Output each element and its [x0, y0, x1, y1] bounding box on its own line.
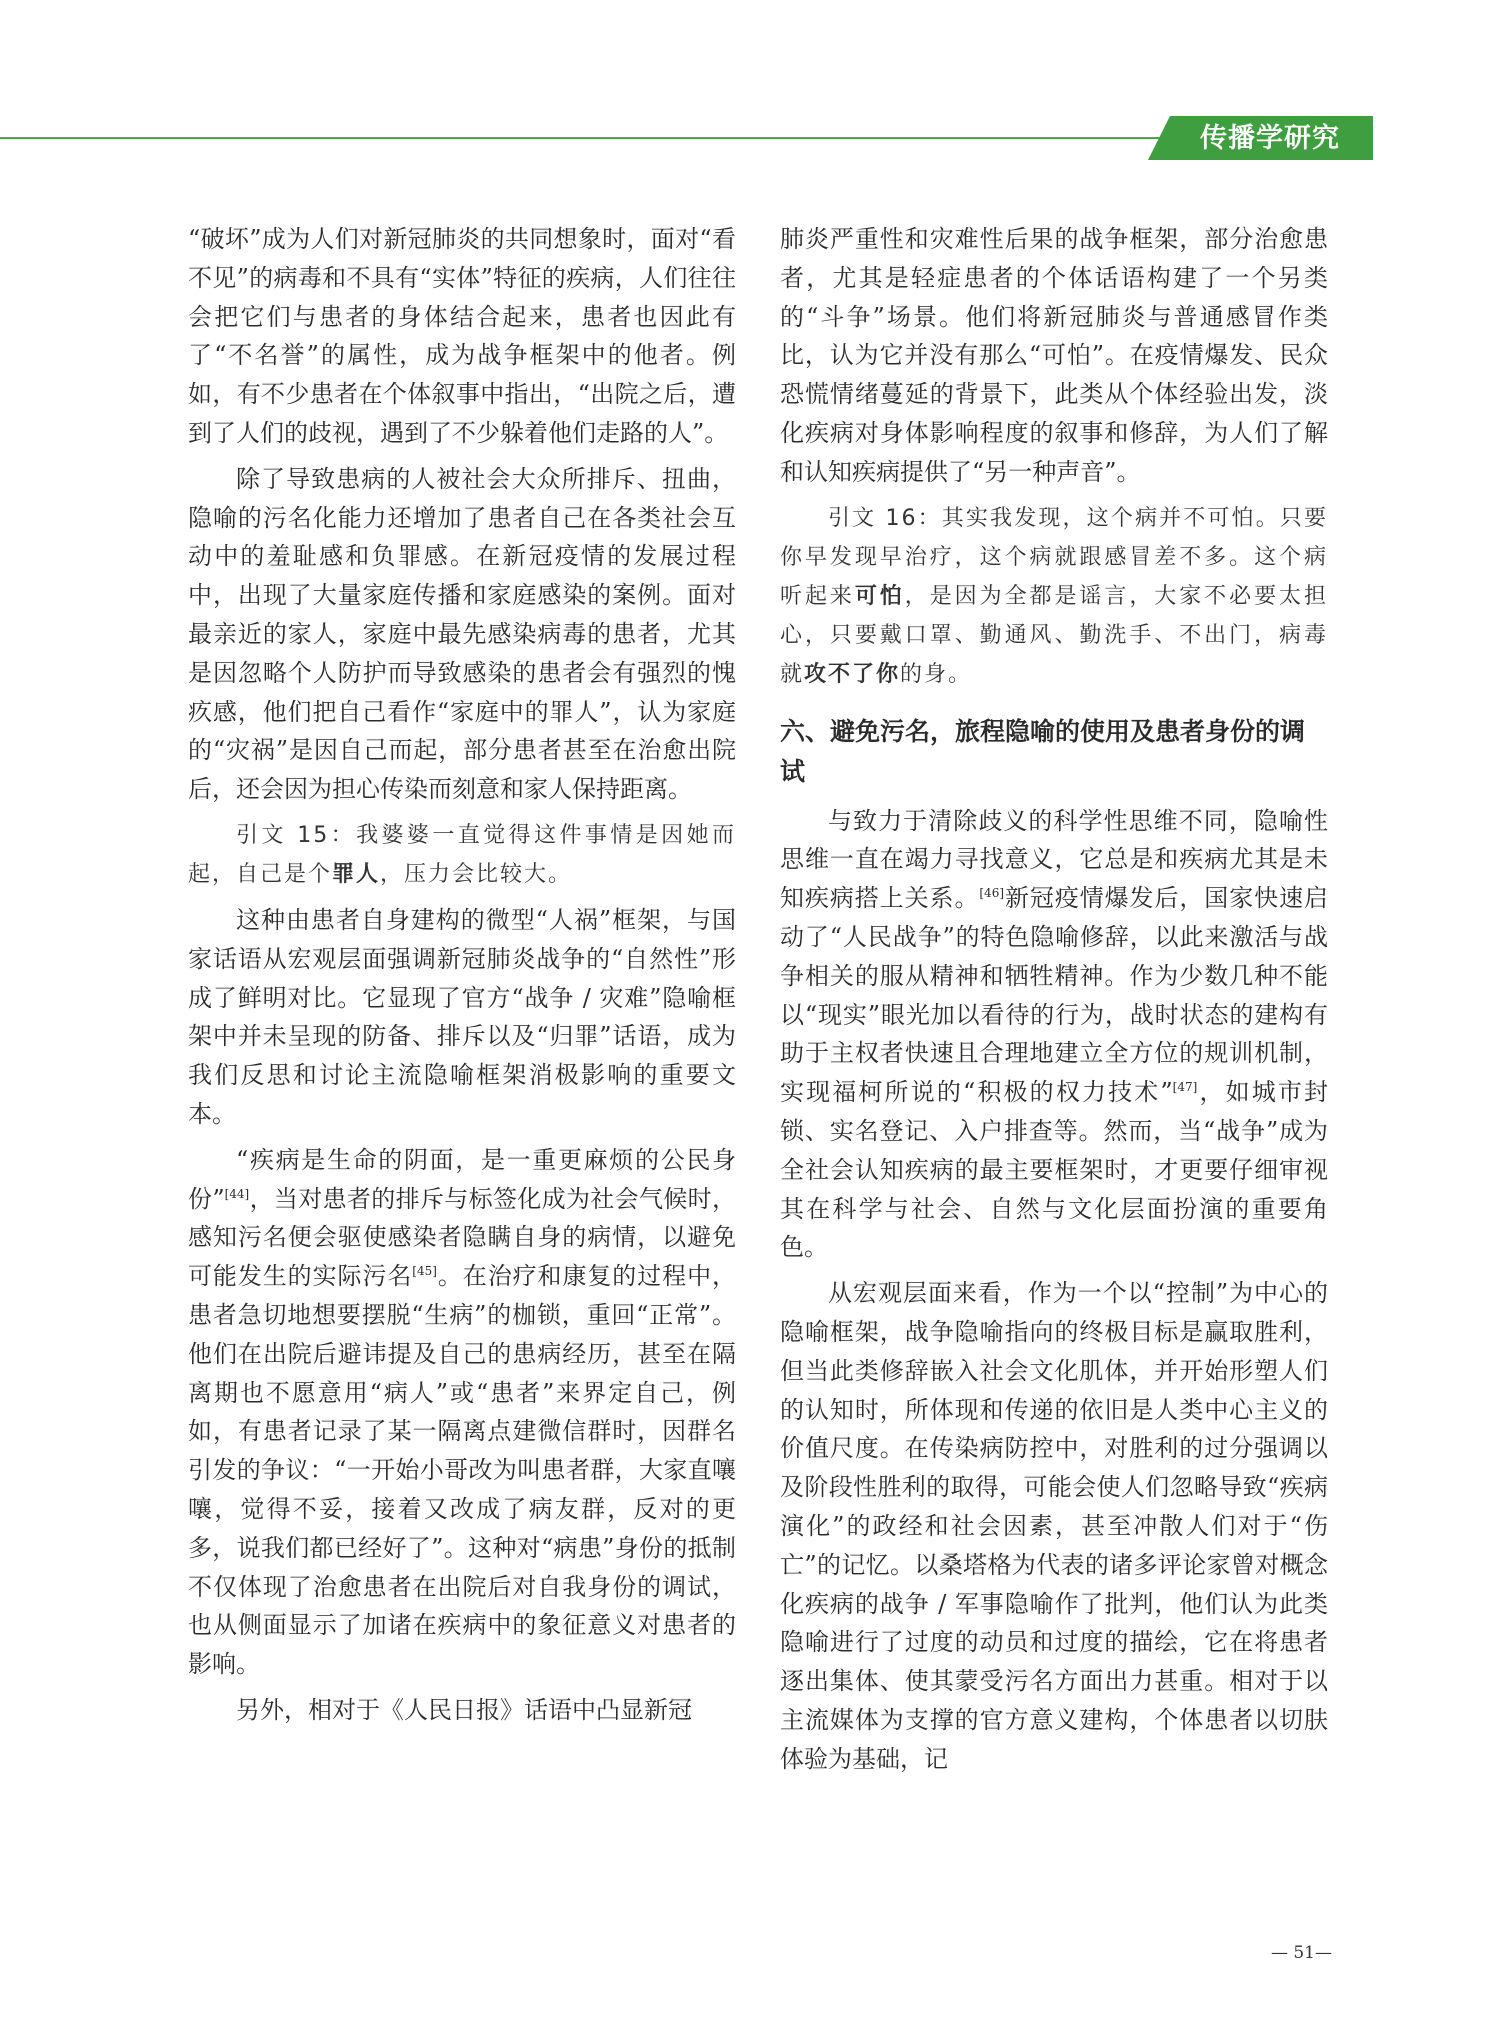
quotation-16	[780, 499, 1328, 694]
paragraph-text: 与致力于清除歧义的科学性思维不同，隐喻性思维一直在竭力寻找意义，它总是和疾病尤其是未知疾病搭上关系。	[780, 806, 1328, 913]
paragraph: 从宏观层面来看，作为一个以“控制”为中心的隐喻框架，战争隐喻指向的终极目标是赢取胜利，但当此类修辞嵌入社会文化肌体，并开始形塑人们的认知时，所体现和传递的依旧是人类中心主义的价值尺度。在传染病防控中，对胜利的过分强调以及阶段性胜利的取得，可能会使人们忽略导致“疾病演化”的政经和社会因素，甚至冲散人们对于“伤亡”的记忆。以桑塔格为代表的诸多评论家曾对概念化疾病的战争 / 军事隐喻作了批判，他们认为此类隐喻进行了过度的动员和过度的描绘，它在将患者逐出集体、使其蒙受污名方面出力甚重。相对于以主流媒体为支撑的官方意义建构，个体患者以切肤体验为基础，记	[780, 1279, 1328, 1773]
citation-ref: [45]	[412, 1264, 437, 1279]
citation-ref: [44]	[224, 1186, 250, 1201]
paragraph	[188, 1141, 736, 1684]
paragraph: 除了导致患病的人被社会大众所排斥、扭曲，隐喻的污名化能力还增加了患者自己在各类社会互动中的羞耻感和负罪感。在新冠疫情的发展过程中，出现了大量家庭传播和家庭感染的案例。面对最亲近的家人，家庭中最先感染病毒的患者，尤其是因忽略个人防护而导致感染的患者会有强烈的愧疚感，他们把自己看作“家庭中的罪人”，认为家庭的“灾祸”是因自己而起，部分患者甚至在治愈出院后，还会因为担心传染而刻意和家人保持距离。	[188, 464, 736, 804]
paragraph	[780, 802, 1328, 1268]
quote-text: ，是因为全都是谣言，大家不必要太担心，只要戴口罩、勤通风、勤洗手、不出门，病毒就	[780, 583, 1328, 687]
quote-emphasis: 攻不了你	[804, 661, 901, 687]
quotation-15	[188, 816, 736, 894]
quote-text: 引文 15：我婆婆一直觉得这件事情是因她而起，自己是个	[188, 822, 736, 887]
paragraph-text: 。在治疗和康复的过程中，患者急切地想要摆脱“生病”的枷锁，重回“正常”。他们在出院后避讳提及自己的患病经历，甚至在隔离期也不愿意用“病人”或“患者”来界定自己，例如，有患者记录了某一隔离点建微信群时，因群名引发的争议：“一开始小哥改为叫患者群，大家直嚷嚷，觉得不妥，接着又改成了病友群，反对的更多，说我们都已经好了”。这种对“病患”身份的抵制不仅体现了治愈患者在出院后对自我身份的调试，也从侧面显示了加诸在疾病中的象征意义对患者的影响。	[188, 1262, 736, 1679]
quote-emphasis: 罪人	[332, 861, 381, 887]
quote-emphasis: 可怕	[854, 583, 905, 609]
quote-text: 引文 16：其实我发现，这个病并不可怕。只要你早发现早治疗，这个病就跟感冒差不多。这个病听起来	[780, 505, 1328, 609]
paragraph-text: ，如城市封锁、实名登记、入户排查等。然而，当“战争”成为全社会认知疾病的最主要框架时，才更要仔细审视其在科学与社会、自然与文化层面扮演的重要角色。	[780, 1078, 1328, 1262]
quote-text: ，压力会比较大。	[380, 861, 573, 887]
header-rule	[0, 137, 1160, 139]
paragraph: 这种由患者自身建构的微型“人祸”框架，与国家话语从宏观层面强调新冠肺炎战争的“自然性”形成了鲜明对比。它显现了官方“战争 / 灾难”隐喻框架中并未呈现的防备、排斥以及“归罪”话语，成为我们反思和讨论主流隐喻框架消极影响的重要文本。	[188, 905, 736, 1128]
paragraph-text: ，当对患者的排斥与标签化成为社会气候时，感知污名便会驱使感染者隐瞒自身的病情，以避免可能发生的实际污名	[188, 1184, 736, 1291]
paragraph: “破坏”成为人们对新冠肺炎的共同想象时，面对“看不见”的病毒和不具有“实体”特征的疾病，人们往往会把它们与患者的身体结合起来，患者也因此有了“不名誉”的属性，成为战争框架中的他者。例如，有不少患者在个体叙事中指出，“出院之后，遭到了人们的歧视，遇到了不少躲着他们走路的人”。	[188, 225, 736, 447]
quote-text: 的身。	[900, 661, 973, 687]
citation-ref: [46]	[979, 886, 1005, 901]
section-heading: 六、避免污名，旅程隐喻的使用及患者身份的调试	[780, 716, 1306, 786]
paragraph: 肺炎严重性和灾难性后果的战争框架，部分治愈患者，尤其是轻症患者的个体话语构建了一个另类的“斗争”场景。他们将新冠肺炎与普通感冒作类比，认为它并没有那么“可怕”。在疫情爆发、民众恐慌情绪蔓延的背景下，此类从个体经验出发，淡化疾病对身体影响程度的叙事和修辞，为人们了解和认知疾病提供了“另一种声音”。	[780, 225, 1328, 486]
citation-ref: [47]	[1172, 1080, 1198, 1095]
left-column	[188, 220, 736, 1737]
right-column	[780, 220, 1328, 1786]
page-number: — 51—	[1270, 1943, 1332, 1963]
paragraph: 另外，相对于《人民日报》话语中凸显新冠	[236, 1695, 692, 1724]
paragraph-text: 新冠疫情爆发后，国家快速启动了“人民战争”的特色隐喻修辞，以此来激活与战争相关的服从精神和牺牲精神。作为少数几种不能以“现实”眼光加以看待的行为，战时状态的建构有助于主权者快速且合理地建立全方位的规训机制，实现福柯所说的“积极的权力技术”	[780, 884, 1328, 1107]
paragraph-text: “疾病是生命的阴面，是一重更麻烦的公民身份”	[188, 1145, 736, 1213]
journal-section-title: 传播学研究	[1200, 123, 1340, 154]
